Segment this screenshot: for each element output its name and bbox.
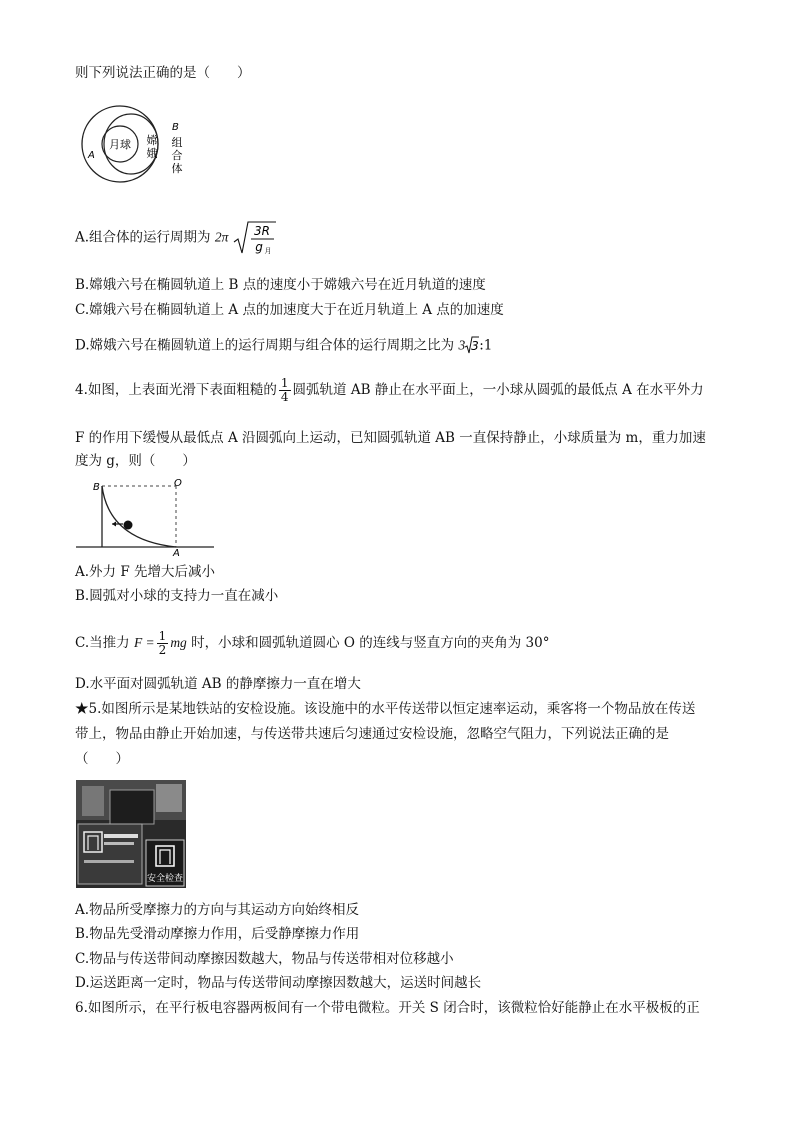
photo-label: 安全检查: [146, 874, 184, 884]
q5-stem-line1: ★5.如图所示是某地铁站的安检设施。该设施中的水平传送带以恒定速率运动，乘客将一个物品放在传送: [75, 701, 696, 717]
arc-track-figure: [76, 478, 216, 556]
sqrt-symbol-d: [465, 336, 479, 356]
svg-text:O: O: [174, 478, 182, 489]
q4-stem-line2: F 的作用下缓慢从最低点 A 沿圆弧向上运动，已知圆弧轨道 AB 一直保持静止，小球质量为 m，重力加速: [75, 430, 706, 446]
fraction-one-half: $\frac{1}{2}$: [158, 629, 167, 657]
svg-text:月: 月: [264, 247, 272, 255]
combo-label-1: 组: [171, 136, 183, 149]
q5-stem-line3: （ ）: [75, 751, 129, 767]
q6-stem-line1: 6.如图所示，在平行板电容器两板间有一个带电微粒。开关 S 闭合时，该微粒恰好能静止在水平极板的正: [75, 1000, 700, 1016]
combo-label-3: 体: [171, 162, 183, 175]
q5-option-b: B.物品先受滑动摩擦力作用，后受静摩擦力作用: [75, 926, 360, 942]
svg-text:3: 3: [471, 339, 480, 353]
fraction-one-quarter: $\frac{1}{4}$: [280, 376, 289, 404]
q3-option-b: B.嫦娥六号在椭圆轨道上 B 点的速度小于嫦娥六号在近月轨道的速度: [75, 277, 486, 293]
q5-stem-line2: 带上，物品由静止开始加速，与传送带共速后匀速通过安检设施，忽略空气阻力，下列说法正确的是: [75, 726, 669, 742]
sqrt-symbol: [233, 220, 277, 256]
combo-label-2: 合: [171, 149, 183, 162]
orbit-figure: [74, 94, 186, 184]
svg-text:g: g: [254, 240, 263, 254]
point-a-label: A: [88, 150, 95, 161]
moon-label: 月球: [109, 138, 131, 151]
probe-label-1: 嫦: [146, 134, 158, 147]
q4-option-a: A.外力 F 先增大后减小: [75, 564, 215, 580]
q5-option-d: D.运送距离一定时，物品与传送带间动摩擦因数越大，运送时间越长: [75, 975, 482, 991]
svg-text:3R: 3R: [253, 224, 270, 238]
q4-option-b: B.圆弧对小球的支持力一直在减小: [75, 588, 279, 604]
q5-option-a: A.物品所受摩擦力的方向与其运动方向始终相反: [75, 902, 360, 918]
arrow-head-icon: [112, 522, 116, 527]
arc-surface: [102, 486, 176, 547]
svg-text:B: B: [93, 482, 100, 493]
q4-option-d: D.水平面对圆弧轨道 AB 的静摩擦力一直在增大: [75, 676, 361, 692]
q3-option-d: D.嫦娥六号在椭圆轨道上的运行周期与组合体的运行周期之比为 3 3 :1: [75, 336, 492, 356]
probe-label-2: 娥: [146, 147, 158, 160]
q4-option-c: C.当推力 F = $\frac{1}{2}$ mg 时，小球和圆弧轨道圆心 O 的连线与竖直方向的夹角为 30°: [75, 629, 550, 657]
q3-stem: 则下列说法正确的是（ ）: [75, 65, 251, 81]
ball: [124, 521, 133, 530]
q3-option-a: A.组合体的运行周期为 2π 3R g 月: [75, 220, 277, 256]
svg-text:A: A: [173, 548, 180, 556]
security-check-photo: [76, 780, 186, 888]
q3-option-c: C.嫦娥六号在椭圆轨道上 A 点的加速度大于在近月轨道上 A 点的加速度: [75, 302, 504, 318]
point-b-label: B: [172, 122, 179, 133]
q4-stem-line3: 度为 g，则（ ）: [75, 453, 196, 469]
q5-option-c: C.物品与传送带间动摩擦因数越大，物品与传送带相对位移越小: [75, 951, 454, 967]
q4-stem-line1: 4.如图，上表面光滑下表面粗糙的 $\frac{1}{4}$ 圆弧轨道 AB 静止在水平面上，一小球从圆弧的最低点 A 在水平外力: [75, 376, 704, 404]
